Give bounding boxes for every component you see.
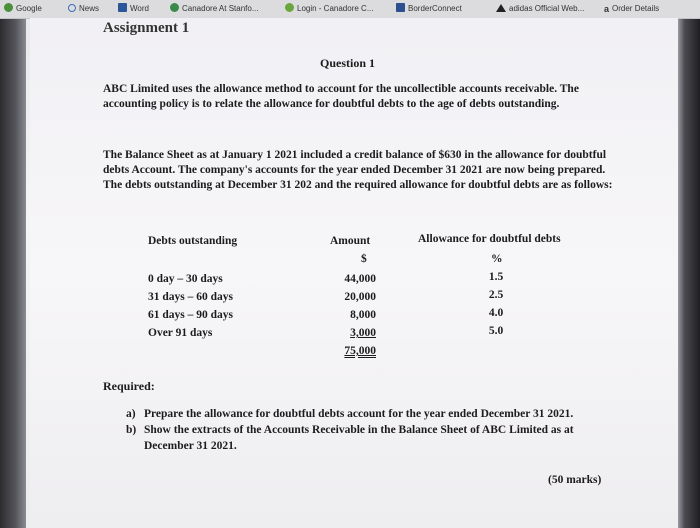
document-page — [30, 18, 678, 528]
adidas-icon — [496, 4, 506, 12]
list-item — [126, 406, 626, 422]
table-row-pct: 4.0 — [488, 307, 504, 319]
total-amount: 75,000 — [344, 345, 376, 357]
table-row-amount — [336, 324, 376, 342]
requirements-list — [126, 406, 626, 454]
table-row-pct: 2.5 — [488, 289, 504, 301]
word-icon — [118, 3, 127, 12]
marks-label: (50 marks) — [548, 474, 602, 486]
list-item — [126, 422, 626, 454]
monitor-bezel-left — [0, 0, 26, 528]
bookmark-adidas[interactable]: adidas Official Web... — [496, 3, 584, 15]
required-heading: Required: — [103, 379, 155, 393]
list-text: Prepare the allowance for doubtful debts account for the year ended December 31 2021. — [144, 408, 574, 420]
table-row-label: 31 days – 60 days — [148, 291, 233, 303]
table-row-pct: 1.5 — [488, 271, 504, 283]
bookmark-login-canadore[interactable]: Login - Canadore C... — [285, 3, 374, 15]
table-row-pct: 5.0 — [488, 325, 504, 337]
list-marker: b) — [126, 424, 137, 436]
google-icon — [4, 3, 13, 12]
col-header-amount: Amount — [330, 235, 371, 247]
table-row-label: Over 91 days — [148, 327, 213, 339]
question-title: Question 1 — [320, 56, 376, 70]
percent-column — [486, 268, 506, 340]
amount-unit: $ — [361, 253, 367, 265]
table-row-amount: 8,000 — [350, 309, 376, 321]
amount-column — [336, 270, 376, 360]
percent-unit: % — [491, 253, 503, 265]
bookmark-news[interactable]: News — [68, 3, 99, 15]
assignment-title: Assignment 1 — [103, 20, 190, 36]
bookmark-google[interactable]: Google — [4, 3, 42, 15]
monitor-bezel-right — [678, 0, 700, 528]
borderconnect-icon — [396, 3, 405, 12]
col-header-debts: Debts outstanding — [148, 235, 238, 247]
table-row-label: 0 day – 30 days — [148, 273, 223, 285]
login-icon — [285, 3, 294, 12]
table-row-amount: 20,000 — [344, 291, 376, 303]
bookmark-word[interactable]: Word — [118, 3, 149, 15]
canadore-icon — [170, 3, 179, 12]
amazon-icon: a — [604, 4, 610, 14]
bookmark-order-details[interactable]: a Order Details — [604, 4, 660, 14]
last-amount-underlined: 3,000 — [350, 327, 376, 339]
debt-age-column — [148, 270, 233, 342]
paragraph-policy: ABC Limited uses the allowance method to account for the uncollectible accounts receivable. The accounting policy is to relate the allowance for doubtful debts to the age of debts outstanding. — [103, 83, 579, 110]
bookmark-canadore[interactable]: Canadore At Stanfo... — [170, 3, 259, 15]
list-marker: a) — [126, 408, 136, 420]
bookmark-borderconnect[interactable]: BorderConnect — [396, 3, 462, 15]
table-total — [336, 342, 376, 360]
list-text: Show the extracts of the Accounts Receivable in the Balance Sheet of ABC Limited as at December 31 2021. — [144, 424, 574, 452]
col-header-allowance: Allowance for doubtful debts — [418, 233, 561, 245]
search-icon — [68, 4, 76, 12]
paragraph-balance-sheet: The Balance Sheet as at January 1 2021 included a credit balance of $630 in the allowance for doubtful debts Account. The company's accounts for the year ended December 31 2021 are now being prepared. The debts outstanding at December 31 202 and the required allowance for doubtful debts are as follows: — [103, 149, 613, 191]
table-row-label: 61 days – 90 days — [148, 309, 233, 321]
table-row-amount: 44,000 — [344, 273, 376, 285]
bookmarks-bar — [0, 0, 700, 19]
